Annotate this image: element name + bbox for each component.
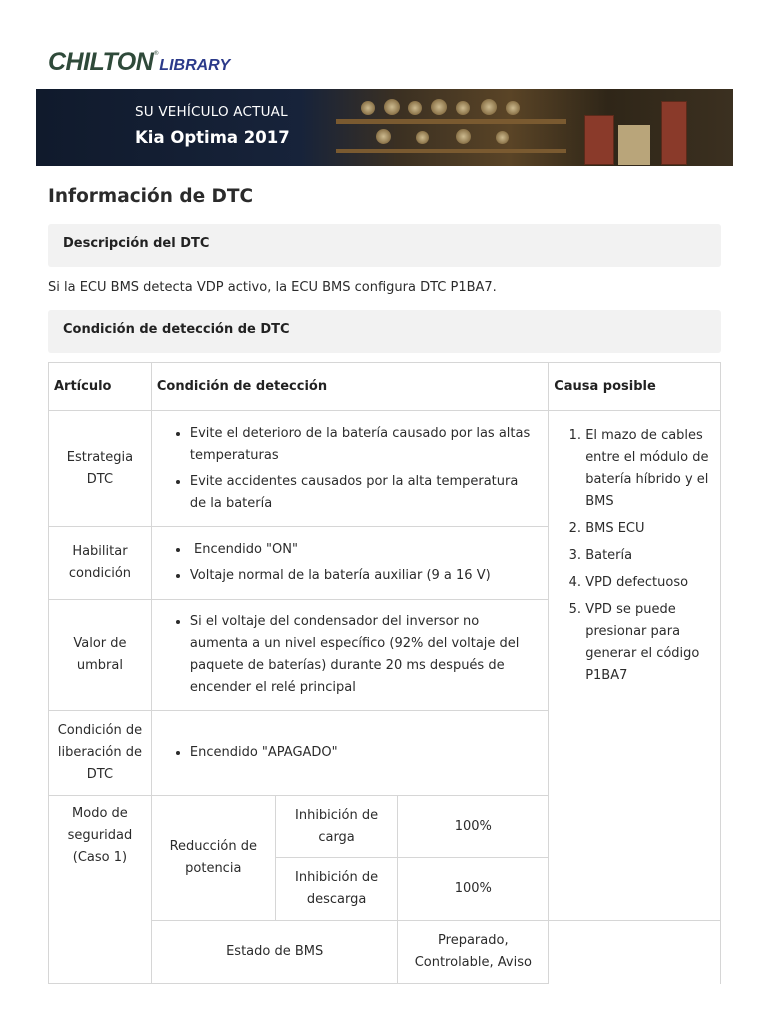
strategy-cell <box>151 411 548 527</box>
row-label-safety-mode: Modo de seguridad (Caso 1) <box>49 796 152 984</box>
banner-decoration <box>336 149 566 153</box>
possible-causes-cell <box>549 411 721 921</box>
list-item: 4. VPD defectuoso <box>585 572 712 594</box>
list-item: • Evite accidentes causados por la alta temperatura de la batería <box>190 471 538 515</box>
possible-causes-list <box>561 425 712 687</box>
header-cause: Causa posible <box>549 363 721 411</box>
row-label-enable: Habilitar condición <box>49 527 152 600</box>
header-item: Artículo <box>49 363 152 411</box>
list-item: • Voltaje normal de la batería auxiliar (9 a 16 V) <box>190 565 538 587</box>
cause-column-filler <box>549 921 721 984</box>
discharge-inhibit-value: 100% <box>398 858 549 921</box>
banner-decoration <box>584 115 614 165</box>
bms-state-label: Estado de BMS <box>151 921 398 984</box>
banner-decoration <box>416 131 429 144</box>
table-row <box>49 411 721 527</box>
banner-decoration <box>661 101 687 165</box>
section-header-description: Descripción del DTC <box>48 224 721 267</box>
table-header-row <box>49 363 721 411</box>
release-cell <box>151 711 548 796</box>
banner-decoration <box>384 99 400 115</box>
list-item: • Si el voltaje del condensador del inversor no aumenta a un nivel específico (92% del voltaje del paquete de baterías) durante 20 ms después de encender el relé principal <box>190 611 538 699</box>
banner-decoration <box>456 129 471 144</box>
banner-decoration <box>456 101 470 115</box>
logo-brand: CHILTON <box>48 48 154 76</box>
banner-decoration <box>376 129 391 144</box>
section-header-detection: Condición de detección de DTC <box>48 310 721 353</box>
banner-decoration <box>618 125 650 165</box>
list-item: 3. Batería <box>585 545 712 567</box>
current-vehicle-banner <box>36 89 733 166</box>
list-item: 2. BMS ECU <box>585 518 712 540</box>
banner-decoration <box>506 101 520 115</box>
list-item: • Evite el deterioro de la batería causado por las altas temperaturas <box>190 423 538 467</box>
banner-decoration <box>336 119 566 124</box>
strategy-bullets <box>166 423 538 515</box>
list-item: 1. El mazo de cables entre el módulo de batería híbrido y el BMS <box>585 425 712 513</box>
enable-cell <box>151 527 548 600</box>
banner-decoration <box>496 131 509 144</box>
threshold-cell <box>151 600 548 711</box>
bms-state-value: Preparado, Controlable, Aviso <box>398 921 549 984</box>
row-label-strategy: Estrategia DTC <box>49 411 152 527</box>
power-reduction-cell: Reducción de potencia <box>151 796 275 921</box>
row-label-release: Condición de liberación de DTC <box>49 711 152 796</box>
discharge-inhibit-label: Inhibición de descarga <box>275 858 398 921</box>
banner-decoration <box>408 101 422 115</box>
charge-inhibit-label: Inhibición de carga <box>275 796 398 858</box>
current-vehicle-name[interactable]: Kia Optima 2017 <box>135 128 290 147</box>
logo-registered-mark: ® <box>153 50 160 57</box>
header-condition: Condición de detección <box>151 363 548 411</box>
current-vehicle-label: SU VEHÍCULO ACTUAL <box>135 104 288 120</box>
banner-decoration <box>361 101 375 115</box>
chilton-library-logo[interactable] <box>48 48 230 78</box>
dtc-description-text: Si la ECU BMS detecta VDP activo, la ECU BMS configura DTC P1BA7. <box>48 280 497 295</box>
banner-decoration <box>431 99 447 115</box>
dtc-detection-table <box>48 362 721 984</box>
release-bullets <box>166 742 538 764</box>
enable-bullets <box>166 539 538 587</box>
list-item: • Encendido "APAGADO" <box>190 742 538 764</box>
page-title: Información de DTC <box>48 186 254 207</box>
row-label-threshold: Valor de umbral <box>49 600 152 711</box>
threshold-bullets <box>166 611 538 699</box>
logo-sub: LIBRARY <box>159 57 231 74</box>
list-item: • Encendido "ON" <box>190 539 538 561</box>
charge-inhibit-value: 100% <box>398 796 549 858</box>
banner-decoration <box>481 99 497 115</box>
list-item: 5. VPD se puede presionar para generar el código P1BA7 <box>585 599 712 687</box>
